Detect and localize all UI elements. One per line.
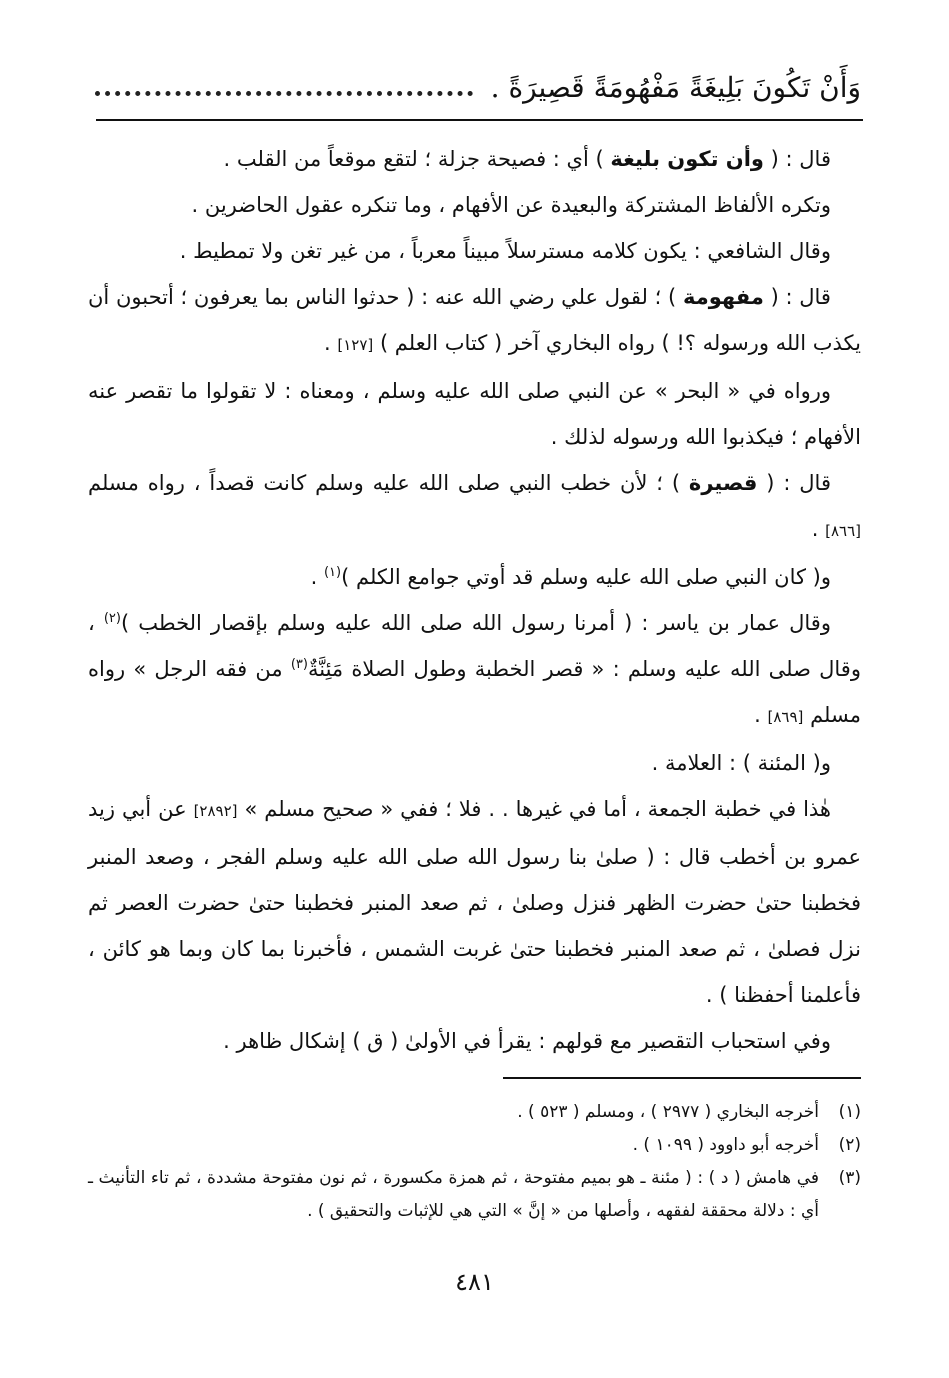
footnote-text: أخرجه البخاري ( ٢٩٧٧ ) ، ومسلم ( ٥٢٣ ) . [517, 1102, 819, 1122]
header-rule [96, 119, 863, 121]
hadith-ref: [١٢٧] [337, 336, 374, 354]
matn-quote: قصيرة [688, 471, 758, 495]
page-number: ٤٨١ [455, 1268, 494, 1296]
footnotes [88, 1096, 861, 1228]
main-text [88, 136, 861, 1064]
footnote-2 [88, 1129, 861, 1162]
footnote-marker[interactable]: (١) [323, 565, 342, 580]
paragraph-6: قال : ( قصيرة ) ؛ لأن خطب النبي صلى الله عليه وسلم كانت قصداً ، رواه مسلم [٨٦٦] . [88, 471, 861, 541]
paragraph-4: قال : ( مفهومة ) ؛ لقول علي رضي الله عنه : ( حدثوا الناس بما يعرفون ؛ أتحبون أن يكذب الله ورسوله ؟! ) رواه البخاري آخر ( كتاب العلم ) [١٢٧] . [88, 285, 861, 355]
header-title: وَأَنْ تَكُونَ بَلِيغَةً مَفْهُومَةً قَصِيرَةً . [490, 71, 861, 104]
paragraph-5: ورواه في « البحر » عن النبي صلى الله عليه وسلم ، ومعناه : لا تقولوا ما تقصر عنه الأفهام ؛ فيكذبوا الله ورسوله لذلك . [88, 379, 861, 449]
footnote-rule [503, 1077, 861, 1079]
footnote-1 [88, 1096, 861, 1129]
matn-quote: مفهومة [682, 285, 764, 309]
paragraph-11: وفي استحباب التقصير مع قولهم : يقرأ في الأولىٰ ( ق ) إشكال ظاهر . [223, 1029, 831, 1053]
footnote-marker[interactable]: (٣) [290, 657, 308, 672]
footnote-number: (١) [838, 1102, 861, 1122]
footnote-text: أخرجه أبو داوود ( ١٠٩٩ ) . [632, 1135, 819, 1155]
paragraph-2: وتكره الألفاظ المشتركة والبعيدة عن الأفهام ، وما تنكره عقول الحاضرين . [191, 193, 831, 217]
footnote-marker[interactable]: (٢) [103, 611, 121, 626]
paragraph-3: وقال الشافعي : يكون كلامه مسترسلاً مبيناً معرباً ، من غير تغن ولا تمطيط . [179, 239, 831, 263]
hadith-ref: [٢٨٩٢] [193, 802, 238, 820]
paragraph-1: قال : ( وأن تكون بليغة ) أي : فصيحة جزلة ؛ لتقع موقعاً من القلب . [223, 147, 831, 171]
paragraph-7: و( كان النبي صلى الله عليه وسلم قد أوتي جوامع الكلم )$^{(١)}$ . [310, 565, 831, 589]
paragraph-8: وقال عمار بن ياسر : ( أمرنا رسول الله صلى الله عليه وسلم بإقصار الخطب )$^{(٢)}$ ، وقال صلى الله عليه وسلم : « قصر الخطبة وطول الصلاة مَئِنَّةٌ$^{(٣)}$ من فقه الرجل » رواه مسلم [٨٦٩] . [88, 611, 861, 727]
footnote-number: (٣) [838, 1168, 861, 1188]
paragraph-10: هٰذا في خطبة الجمعة ، أما في غيرها . . فلا ؛ ففي « صحيح مسلم » [٢٨٩٢] عن أبي زيد عمرو بن أخطب قال : ( صلىٰ بنا رسول الله صلى الله عليه وسلم الفجر ، وصعد المنبر فخطبنا حتىٰ حضرت الظهر فنزل وصلىٰ ، ثم صعد المنبر فخطبنا حتىٰ حضرت العصر ثم نزل فصلىٰ ، ثم صعد المنبر فخطبنا حتىٰ غربت الشمس ، فأخبرنا بما كان وبما هو كائن ، فأعلمنا أحفظنا ) . [88, 797, 861, 1007]
footnote-number: (٢) [838, 1135, 861, 1155]
footnote-3 [88, 1162, 861, 1228]
footnote-text: في هامش ( د ) : ( مئنة ـ هو بميم مفتوحة ، ثم همزة مكسورة ، ثم نون مفتوحة مشددة ، ثم تاء التأنيث ـ أي : دلالة محققة لفقهه ، وأصلها من « إنَّ » التي هي للإثبات والتحقيق ) . [88, 1168, 819, 1221]
header-dot-leader [95, 91, 473, 96]
hadith-ref: [٨٦٦] [825, 522, 861, 540]
matn-quote: وأن تكون بليغة [610, 147, 764, 171]
running-header [95, 48, 861, 108]
hadith-ref: [٨٦٩] [767, 708, 804, 726]
paragraph-9: و( المئنة ) : العلامة . [651, 751, 831, 775]
